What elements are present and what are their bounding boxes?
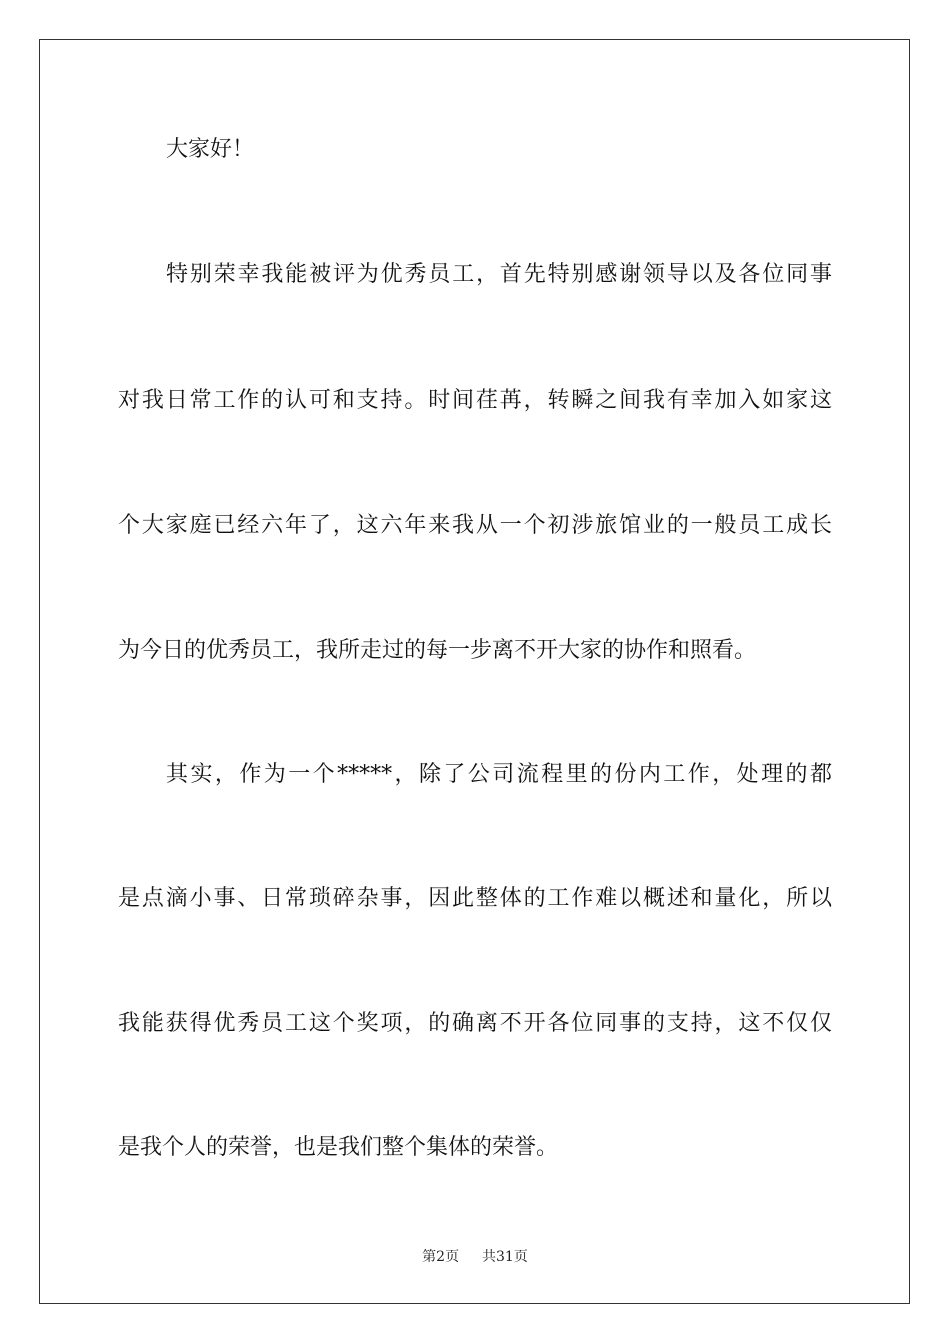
paragraph-1-line-4: 为今日的优秀员工，我所走过的每一步离不开大家的协作和照看。 <box>118 638 757 663</box>
paragraph-1-line-1: 特别荣幸我能被评为优秀员工，首先特别感谢领导以及各位同事 <box>166 262 832 287</box>
paragraph-1-line-3: 个大家庭已经六年了，这六年来我从一个初涉旅馆业的一般员工成长 <box>118 513 832 538</box>
paragraph-2-line-3: 我能获得优秀员工这个奖项，的确离不开各位同事的支持，这不仅仅 <box>118 1011 832 1036</box>
page-frame <box>39 39 910 1304</box>
paragraph-2-line-2: 是点滴小事、日常琐碎杂事，因此整体的工作难以概述和量化，所以 <box>118 886 832 911</box>
greeting-line: 大家好！ <box>166 137 255 162</box>
paragraph-2-line-4: 是我个人的荣誉，也是我们整个集体的荣誉。 <box>118 1135 559 1160</box>
paragraph-2-line-1: 其实，作为一个*****，除了公司流程里的份内工作，处理的都 <box>166 762 832 787</box>
page-total: 共31页 <box>482 1249 528 1265</box>
paragraph-1-line-2: 对我日常工作的认可和支持。时间荏苒，转瞬之间我有幸加入如家这 <box>118 388 832 413</box>
page-number: 第2页 <box>422 1249 460 1265</box>
page-footer <box>0 1246 950 1266</box>
